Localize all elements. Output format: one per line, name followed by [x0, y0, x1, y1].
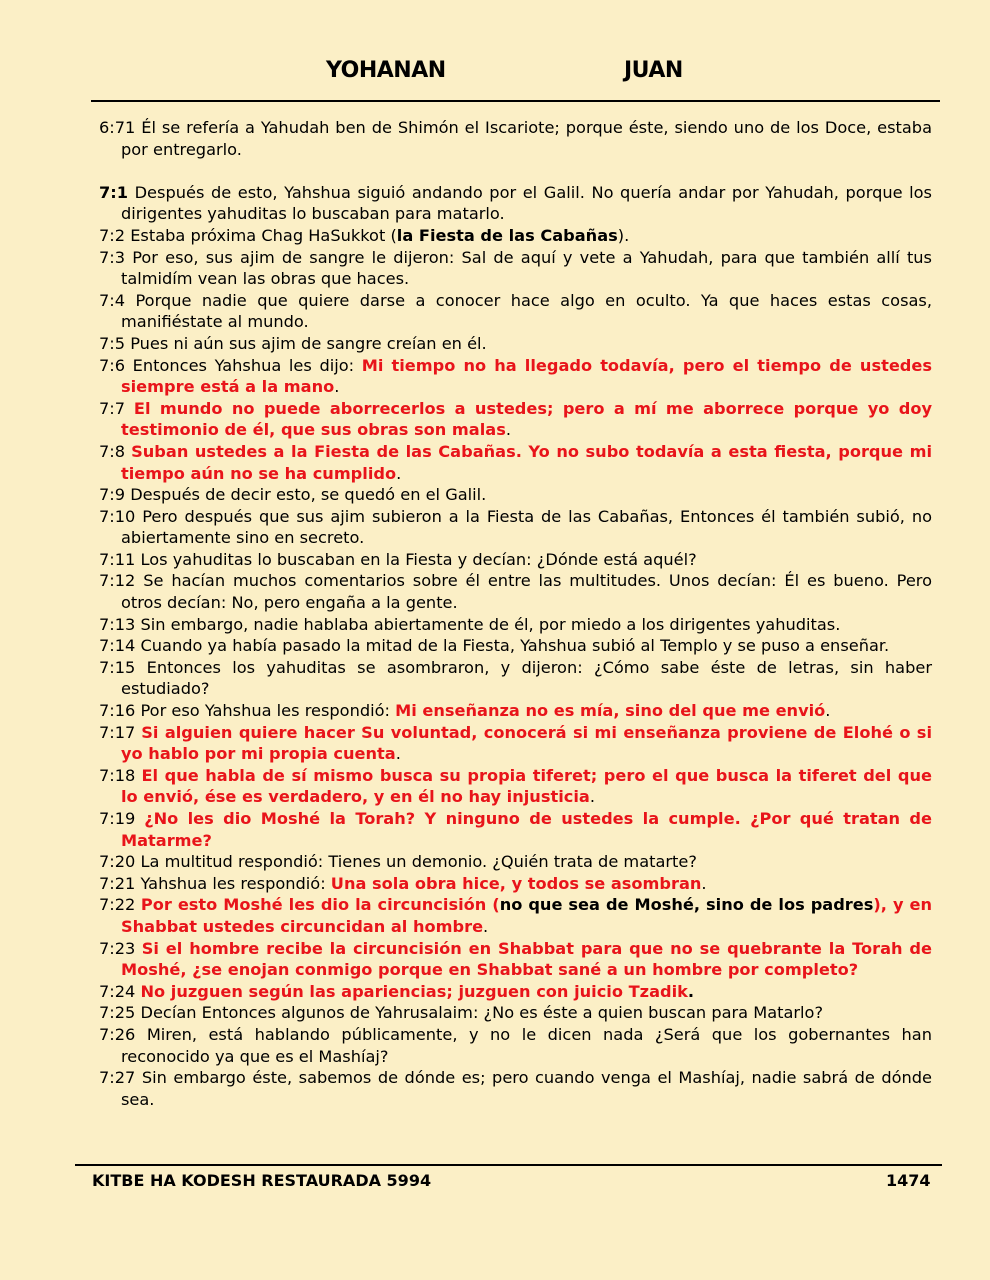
verse-text: 7:1 — [99, 182, 128, 202]
verse-text: 7:10 Pero después que sus ajim subieron a la Fiesta de las Cabañas, Entonces él también subió, no abiertamente sino en secreto. — [99, 506, 932, 548]
chapter-gap — [99, 160, 932, 182]
verse-text: 7:8 — [99, 441, 132, 461]
footer-title: KITBE HA KODESH RESTAURADA 5994 — [92, 1171, 432, 1190]
verse — [99, 182, 932, 225]
verse — [99, 506, 932, 549]
verse-text: 7:6 Entonces Yahshua les dijo: — [99, 355, 362, 375]
verse-text: . — [483, 916, 489, 936]
verse-words-of-yahshua: Si alguien quiere hacer Su voluntad, conocerá si mi enseñanza proviene de Elohé o si yo hablo por mi propia cuenta — [121, 722, 932, 764]
verse-text: . — [825, 701, 831, 721]
header-divider — [91, 100, 940, 102]
verse — [99, 441, 932, 484]
verse-words-of-yahshua: No juzguen según las apariencias; juzguen con juicio Tzadik — [140, 981, 688, 1001]
verse — [99, 225, 932, 247]
verse-text: 7:7 — [99, 398, 134, 418]
verse — [99, 635, 932, 657]
verse-words-of-yahshua: Por esto Moshé les dio la circuncisión ( — [140, 895, 500, 915]
verse-words-of-yahshua: Mi tiempo no ha llegado todavía, pero el tiempo de ustedes siempre está a la mano — [121, 355, 933, 397]
verse-text: 7:15 Entonces los yahuditas se asombraron, y dijeron: ¿Cómo sabe éste de letras, sin haber estudiado? — [99, 657, 932, 699]
footer-divider — [75, 1164, 942, 1166]
verse-text: . — [505, 420, 511, 440]
verse-words-of-yahshua: Una sola obra hice, y todos se asombran — [330, 873, 702, 893]
book-title-spanish: JUAN — [624, 58, 683, 83]
verse-text: 7:26 Miren, está hablando públicamente, y no le dicen nada ¿Será que los gobernantes han reconocido ya que es el Mashíaj? — [99, 1024, 932, 1066]
verse-text: 7:25 Decían Entonces algunos de Yahrusalaim: ¿No es éste a quien buscan para Matarlo? — [99, 1003, 824, 1023]
verse-words-of-yahshua: El que habla de sí mismo busca su propia tiferet; pero el que busca la tiferet del que lo envió, ése es verdadero, y en él no hay injusticia — [121, 765, 932, 807]
verse — [99, 894, 932, 937]
page-header — [0, 58, 990, 92]
verse-words-of-yahshua: Si el hombre recibe la circuncisión en Shabbat para que no se quebrante la Torah de Moshé, ¿se enojan conmigo porque en Shabbat sané a un hombre por completo? — [121, 938, 932, 980]
verse-text: 7:19 — [99, 809, 145, 828]
verse — [99, 938, 932, 981]
verse-text: 6:71 Él se refería a Yahudah ben de Shimón el Iscariote; porque éste, siendo uno de los Doce, estaba por entregarlo. — [99, 118, 932, 159]
verse — [99, 1067, 932, 1110]
verse — [99, 570, 932, 613]
verse-text: ). — [617, 225, 630, 245]
verse-words-of-yahshua: Mi enseñanza no es mía, sino del que me envió — [395, 701, 826, 721]
verse-text: 7:4 Porque nadie que quiere darse a conocer hace algo en oculto. Ya que haces estas cosas, manifiéstate al mundo. — [99, 290, 932, 332]
verse-words-of-yahshua: El mundo no puede aborrecerlos a ustedes; pero a mí me aborrece porque yo doy testimonio de él, que sus obras son malas — [121, 398, 932, 440]
verse-text: 7:21 Yahshua les respondió: — [99, 873, 331, 893]
verse-text: 7:24 — [99, 981, 141, 1001]
verse — [99, 873, 932, 895]
verse-text: 7:20 La multitud respondió: Tienes un demonio. ¿Quién trata de matarte? — [99, 852, 697, 872]
verse — [99, 355, 932, 398]
verse — [99, 981, 932, 1003]
verse-text: 7:5 Pues ni aún sus ajim de sangre creían en él. — [99, 333, 487, 353]
verse-text: no que sea de Moshé, sino de los padres — [499, 895, 874, 915]
verse — [99, 614, 932, 636]
verse-text: 7:12 Se hacían muchos comentarios sobre él entre las multitudes. Unos decían: Él es bueno. Pero otros decían: No, pero engaña a la gente. — [99, 571, 932, 613]
verse — [99, 484, 932, 506]
verse — [99, 765, 932, 808]
verse — [99, 1002, 932, 1024]
verse — [99, 398, 932, 441]
verse-text: 7:27 Sin embargo éste, sabemos de dónde es; pero cuando venga el Mashíaj, nadie sabrá de dónde sea. — [99, 1068, 932, 1109]
verse-text: . — [589, 787, 595, 807]
verse — [99, 808, 932, 851]
verse-text: . — [396, 463, 402, 483]
verse-text: 7:18 — [99, 765, 142, 785]
verse — [99, 722, 932, 765]
verse — [99, 657, 932, 700]
verse — [99, 1024, 932, 1067]
verse-text: 7:2 Estaba próxima Chag HaSukkot ( — [99, 225, 397, 245]
verse — [99, 247, 932, 290]
verse-text: Después de esto, Yahshua siguió andando por el Galil. No quería andar por Yahudah, porque los dirigentes yahuditas lo buscaban para matarlo. — [121, 182, 932, 224]
verse-text: 7:17 — [99, 722, 142, 742]
verse-text: 7:16 Por eso Yahshua les respondió: — [99, 701, 396, 721]
verse — [99, 700, 932, 722]
verse — [99, 549, 932, 571]
verse-list — [99, 117, 932, 1110]
verse-text: 7:23 — [99, 938, 142, 958]
verse-words-of-yahshua: ), y en Shabbat ustedes circuncidan al hombre — [121, 895, 933, 936]
verse-text: 7:22 — [99, 895, 141, 915]
verse-text: . — [395, 744, 401, 764]
verse-text: 7:14 Cuando ya había pasado la mitad de la Fiesta, Yahshua subió al Templo y se puso a enseñar. — [99, 636, 890, 656]
verse-text: 7:13 Sin embargo, nadie hablaba abiertamente de él, por miedo a los dirigentes yahuditas. — [99, 614, 841, 634]
verse-text: 7:11 Los yahuditas lo buscaban en la Fiesta y decían: ¿Dónde está aquél? — [99, 549, 697, 569]
verse-text: . — [334, 377, 340, 397]
page-number: 1474 — [886, 1171, 931, 1190]
verse — [99, 290, 932, 333]
verse — [99, 851, 932, 873]
verse-text: . — [701, 873, 707, 893]
verse — [99, 117, 932, 160]
verse-text: . — [687, 981, 695, 1001]
verse-words-of-yahshua: ¿No les dio Moshé la Torah? Y ninguno de ustedes la cumple. ¿Por qué tratan de Matarme? — [121, 809, 932, 850]
verse-text: la Fiesta de las Cabañas — [396, 225, 618, 245]
book-title-hebrew: YOHANAN — [326, 58, 446, 83]
verse-text: 7:3 Por eso, sus ajim de sangre le dijeron: Sal de aquí y vete a Yahudah, para que también allí tus talmidím vean las obras que haces. — [99, 247, 932, 289]
verse-words-of-yahshua: Suban ustedes a la Fiesta de las Cabañas. Yo no subo todavía a esta fiesta, porque mi tiempo aún no se ha cumplido — [121, 441, 932, 483]
verse — [99, 333, 932, 355]
verse-text: 7:9 Después de decir esto, se quedó en el Galil. — [99, 485, 487, 505]
